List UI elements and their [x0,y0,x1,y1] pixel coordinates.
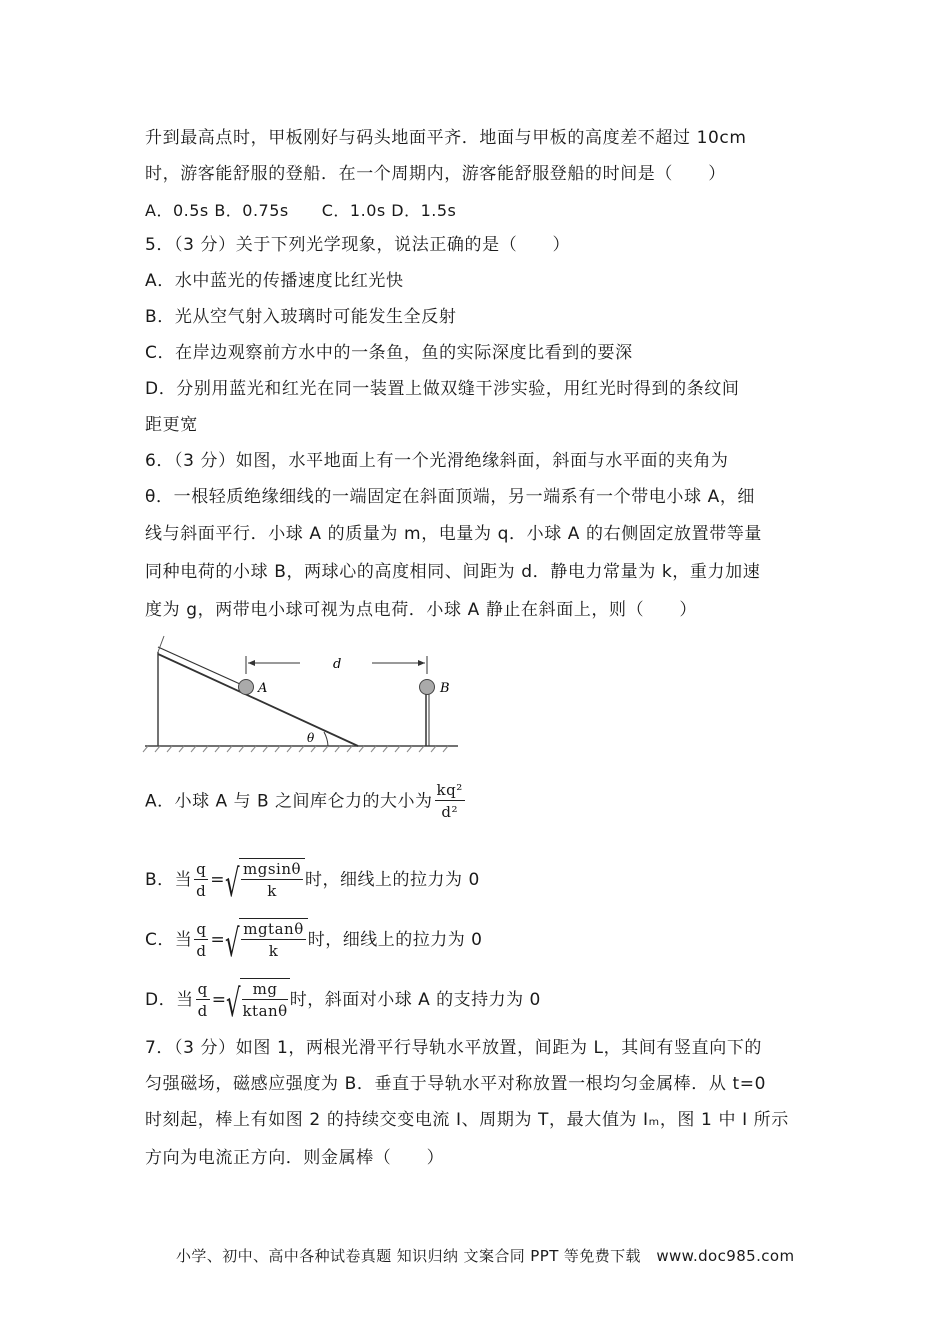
q4-line2: 时，游客能舒服的登船．在一个周期内，游客能舒服登船的时间是（ ） [145,164,726,184]
equals-sign: = [210,870,226,890]
incline-figure [140,632,470,757]
label-a: A [258,681,268,696]
q7-line1: 7．（3 分）如图 1，两根光滑平行导轨水平放置，间距为 L，其间有竖直向下的 [145,1038,763,1058]
q5-option-d-line1: D．分别用蓝光和红光在同一装置上做双缝干涉实验，用红光时得到的条纹间 [145,379,740,399]
radicand-num: mgsinθ [243,860,302,878]
q5-option-d-line2: 距更宽 [145,415,198,435]
fraction-d: d [196,941,207,960]
q7-line4: 方向为电流正方向．则金属棒（ ） [145,1148,445,1168]
q-over-d [194,859,208,902]
q6-line1: 6．（3 分）如图，水平地面上有一个光滑绝缘斜面，斜面与水平面的夹角为 [145,451,729,471]
fraction-q: q [196,859,207,878]
q6-option-d-prefix: D．当 [145,990,194,1010]
q6-line3: 线与斜面平行．小球 A 的质量为 m，电量为 q．小球 A 的右侧固定放置带等量 [145,524,763,544]
q5-option-a: A．水中蓝光的传播速度比红光快 [145,271,404,291]
sqrt-expression [225,918,308,965]
fraction-q: q [197,979,208,998]
q6-line5: 度为 g，两带电小球可视为点电荷．小球 A 静止在斜面上，则（ ） [145,600,698,620]
q6-option-c [145,918,483,965]
sqrt-expression [225,858,305,905]
radicand-num: mgtanθ [243,920,304,938]
q7-line2: 匀强磁场，磁感应强度为 B．垂直于导轨水平对称放置一根均匀金属棒．从 t=0 [145,1074,766,1094]
fraction-d: d [196,881,207,900]
q5-option-c: C．在岸边观察前方水中的一条鱼，鱼的实际深度比看到的要深 [145,343,633,363]
coulomb-fraction [435,780,465,823]
label-b: B [440,681,450,696]
radicand-den: k [267,882,277,900]
fraction-q: q [196,919,207,938]
q6-option-c-prefix: C．当 [145,930,193,950]
radicand-den: ktanθ [242,1002,288,1020]
fraction-den: d² [441,803,458,821]
q6-option-d [145,978,541,1025]
q-over-d [196,979,210,1022]
label-d: d [333,657,342,672]
q6-option-b-prefix: B．当 [145,870,193,890]
q7-line3: 时刻起，棒上有如图 2 的持续交变电流 I、周期为 T，最大值为 Iₘ，图 1 中 I 所示 [145,1110,789,1130]
q4-line1: 升到最高点时，甲板刚好与码头地面平齐．地面与甲板的高度差不超过 10cm [145,128,747,148]
equals-sign: = [210,930,226,950]
radicand-den: k [268,942,279,960]
radical-sign: √ [225,921,241,965]
q-over-d [194,919,208,962]
page-footer: 小学、初中、高中各种试卷真题 知识归纳 文案合同 PPT 等免费下载 www.doc985.com [176,1247,795,1265]
radical-sign: √ [226,981,242,1025]
label-theta: θ [307,731,315,745]
q6-option-b-suffix: 时，细线上的拉力为 0 [305,870,480,890]
q6-option-d-suffix: 时，斜面对小球 A 的支持力为 0 [289,990,541,1010]
q6-option-c-suffix: 时，细线上的拉力为 0 [307,930,483,950]
q5-stem: 5．（3 分）关于下列光学现象，说法正确的是（ ） [145,235,571,255]
q6-option-b [145,858,480,905]
q5-option-b: B．光从空气射入玻璃时可能发生全反射 [145,307,457,327]
q6-option-a-text: A．小球 A 与 B 之间库仑力的大小为 [145,791,433,812]
q6-line2: θ．一根轻质绝缘细线的一端固定在斜面顶端，另一端系有一个带电小球 A，细 [145,487,756,507]
equals-sign: = [211,990,227,1010]
sqrt-expression [226,978,289,1025]
q4-options: A．0.5s B．0.75s C．1.0s D．1.5s [145,201,457,220]
radicand-num: mg [242,979,287,1000]
radical-sign: √ [225,861,240,905]
q6-line4: 同种电荷的小球 B，两球心的高度相同、间距为 d．静电力常量为 k，重力加速 [145,562,761,582]
fraction-num: kq² [436,781,463,799]
fraction-d: d [197,1001,208,1020]
q6-option-a [145,780,467,823]
